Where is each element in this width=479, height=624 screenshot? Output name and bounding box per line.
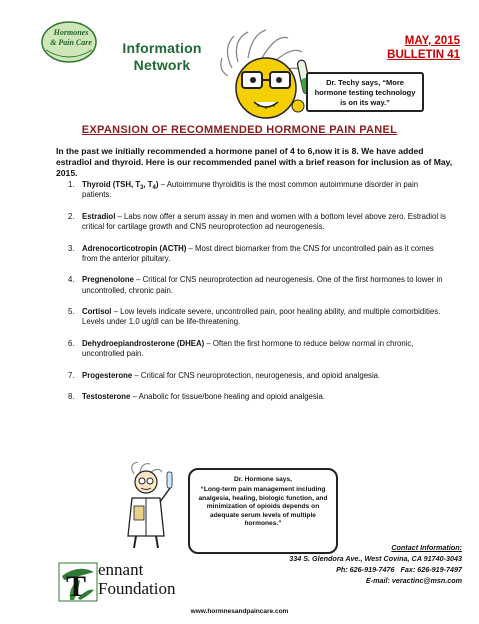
list-number: 5.	[68, 307, 75, 317]
contact-fax: Fax: 626-919-7497	[400, 565, 462, 574]
list-term: Dehydroepiandrosterone (DHEA)	[82, 338, 205, 348]
dr-hormone-scientist-icon	[118, 462, 176, 550]
marker-t3-base: T	[135, 180, 141, 189]
list-number: 1.	[68, 180, 75, 189]
logo-text	[50, 28, 92, 48]
list-item	[68, 275, 448, 295]
list-desc: – Autoimmune thyroiditis is the most common autoimmune disorder in pain patients.	[82, 180, 419, 200]
hormone-panel-list	[68, 180, 448, 414]
list-number: 4.	[68, 275, 75, 285]
list-number: 6.	[68, 338, 75, 348]
list-item	[68, 244, 448, 264]
marker-t3-sub: 3	[140, 185, 144, 191]
list-desc: – Low levels indicate severe, uncontrolled pain, poor healing ability, and multiple comorbidities. Levels under 1.0 ug/dl can be life-threatening.	[82, 307, 441, 327]
dr-techy-quote: Dr. Techy says, “More hormone testing technology is on its way.”	[306, 72, 424, 112]
list-item	[68, 212, 448, 232]
list-term-name: Thyroid	[82, 180, 111, 189]
foundation-name-line-1: ennant	[98, 560, 144, 579]
marker-tsh: TSH	[115, 180, 131, 189]
contact-heading: Contact Information:	[391, 543, 462, 552]
logo-line-2: & Pain Care	[50, 38, 92, 47]
list-term: Cortisol	[82, 307, 112, 317]
logo-line-1: Hormones	[53, 28, 89, 37]
marker-t4-base: T	[147, 180, 153, 189]
list-desc: – Most direct biomarker from the CNS for uncontrolled pain as it comes from the anterior pituitary.	[82, 243, 434, 263]
tennant-foundation-logo	[58, 562, 98, 602]
list-number: 7.	[68, 370, 75, 380]
list-desc: – Labs now offer a serum assay in men and women with a bottom level above zero. Estradiol is critical for cartilage growth and CNS neuroprotection ad neurogenesis.	[82, 211, 446, 231]
contact-phone-fax	[246, 564, 462, 575]
contact-email: E-mail: veractinc@msn.com	[365, 576, 462, 585]
marker-t4-sub: 4	[152, 185, 156, 191]
list-term: Pregnenolone	[82, 275, 134, 285]
contact-phone: Ph: 626-919-7476	[336, 565, 395, 574]
list-term: Thyroid (TSH, $T_3$, $T_4$)	[82, 180, 159, 191]
list-desc: – Often the first hormone to reduce below normal in chronic, uncontrolled pain.	[82, 338, 414, 359]
network-title-line-2: Network	[133, 57, 191, 73]
document-title: EXPANSION OF RECOMMENDED HORMONE PAIN PANEL	[81, 124, 398, 136]
list-number: 8.	[68, 392, 75, 402]
network-title	[116, 40, 208, 74]
list-number: 3.	[68, 243, 75, 253]
list-desc: – Critical for CNS neuroprotection ad neurogenesis. One of the first hormones to lower in uncontrolled, chronic pain.	[82, 275, 443, 295]
bulletin-number: BULLETIN 41	[387, 49, 460, 61]
tennant-initial: T	[66, 570, 87, 602]
list-term: Estradiol	[82, 211, 116, 221]
foundation-name-line-2: Foundation	[98, 579, 176, 598]
list-term: Testosterone	[82, 392, 131, 402]
contact-address: 334 S. Glendora Ave., West Covina, CA 91740-3043	[289, 554, 462, 563]
list-item	[68, 180, 448, 200]
list-item	[68, 307, 448, 327]
dr-hormone-says: Dr. Hormone says,	[234, 476, 292, 483]
list-desc: – Anabolic for tissue/bone healing and opioid analgesia.	[130, 392, 326, 402]
list-term: Progesterone	[82, 370, 133, 380]
website-url[interactable]: www.hormnesandpaincare.com	[190, 608, 289, 615]
intro-paragraph: In the past we initially recommended a hormone panel of 4 to 6,now it is 8. We have added estradiol and thyroid. Here is our recommended panel with a brief reason for inclusion as of May, 2015.	[56, 146, 453, 178]
list-item	[68, 339, 448, 359]
list-term: Adrenocorticotropin (ACTH)	[82, 243, 187, 253]
dr-hormone-quote-text: “Long-term pain management including analgesia, healing, biologic function, and minimization of opioids depends on adequate serum levels of multiple hormones.”	[198, 486, 328, 528]
list-number: 2.	[68, 211, 75, 221]
dr-techy-mascot-icon	[218, 28, 314, 132]
list-item	[68, 371, 448, 381]
list-desc: – Critical for CNS neuroprotection, neurogenesis, and opioid analgesia.	[132, 370, 381, 380]
foundation-name	[98, 560, 175, 598]
bulletin-date: MAY, 2015	[404, 35, 460, 47]
bulletin-info	[364, 34, 460, 62]
list-item	[68, 392, 448, 402]
network-title-line-1: Information	[122, 40, 202, 56]
contact-information	[246, 542, 462, 586]
